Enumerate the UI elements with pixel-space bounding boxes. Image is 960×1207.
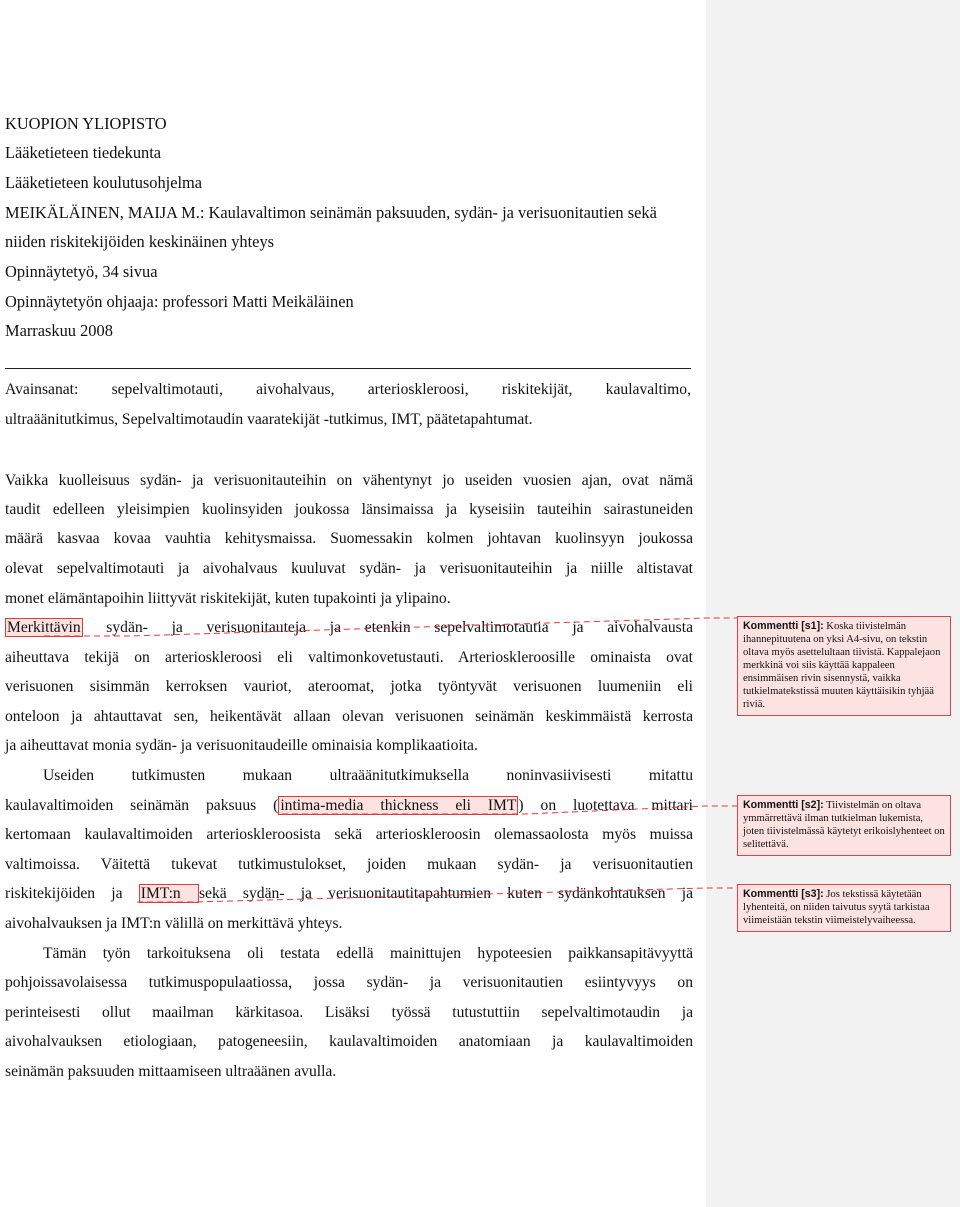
comment-anchor-s1[interactable]: Merkittävin	[7, 619, 81, 636]
p3-line: aivohalvauksen ja IMT:n välillä on merkittävä yhteys.	[5, 915, 343, 932]
p1-line: monet elämäntapoihin liittyvät riskitekijät, kuten tupakointi ja ylipaino.	[5, 590, 451, 607]
header-divider	[5, 368, 691, 369]
p3-line: riskitekijöiden ja IMT:n sekä sydän- ja verisuonitautitapahtumien kuten sydänkohtauksen ja	[5, 885, 693, 902]
page-count: Opinnäytetyö, 34 sivua	[5, 262, 158, 281]
comment-text: Jos tekstissä käytetään lyhenteitä, on niiden taivutus syytä tarkistaa viimeistään tekstin viimeistelyvaiheessa.	[743, 889, 930, 926]
p4-line: Tämän työn tarkoituksena oli testata edellä mainittujen hypoteesien paikkansapitävyyttä	[43, 945, 693, 962]
p3-line: kaulavaltimoiden seinämän paksuus ( intima-media thickness eli IMT ) on luotettava mittari	[5, 797, 694, 814]
keywords-line-1: Avainsanat: sepelvaltimotauti, aivohalvaus, arterioskleroosi, riskitekijät, kaulavaltimo,	[5, 381, 691, 398]
programme-name: Lääketieteen koulutusohjelma	[5, 173, 203, 192]
p2-line: Merkittävin sydän- ja verisuonitauteja ja etenkin sepelvaltimotautia ja aivohalvausta	[7, 619, 693, 636]
p2-line: onteloon ja ahtauttavat sen, heikentävät allaan olevan verisuonen seinämän keskimmäistä kerrosta	[5, 708, 693, 725]
p3-line: kertomaan kaulavaltimoiden arterioskleroosista sekä arterioskleroosin olemassaolosta myös muissa	[5, 826, 693, 843]
university-name: KUOPION YLIOPISTO	[5, 114, 167, 133]
p2-line: aiheuttava tekijä on arterioskleroosi eli valtimonkovetustauti. Arterioskleroosille ominaista ovat	[5, 649, 693, 666]
p2-line: ja aiheuttavat monia sydän- ja verisuonitaudeille ominaisia komplikaatioita.	[5, 737, 478, 754]
author-title-line-1: MEIKÄLÄINEN, MAIJA M.: Kaulavaltimon seinämän paksuuden, sydän- ja verisuonitautien sekä	[5, 203, 657, 222]
comment-label: Kommentti [s2]:	[743, 799, 824, 811]
comment-anchor-s2[interactable]: intima-media thickness eli IMT	[280, 797, 517, 814]
date: Marraskuu 2008	[5, 321, 113, 340]
comment-s2[interactable]	[737, 795, 951, 856]
faculty-name: Lääketieteen tiedekunta	[5, 143, 162, 162]
p4-line: seinämän paksuuden mittaamiseen ultraäänen avulla.	[5, 1063, 337, 1080]
author-title-line-2: niiden riskitekijöiden keskinäinen yhteys	[5, 232, 275, 251]
p1-line: Vaikka kuolleisuus sydän- ja verisuonitauteihin on vähentynyt jo useiden vuosien ajan, ovat nämä	[5, 472, 693, 489]
p4-line: perinteisesti ollut maailman kärkitasoa. Lisäksi työssä tutustuttiin sepelvaltimotaudin ja	[5, 1004, 693, 1021]
p3-line: Useiden tutkimusten mukaan ultraäänitutkimuksella noninvasiivisesti mitattu	[43, 767, 693, 784]
comment-text: Koska tiivistelmän ihannepituutena on yksi A4-sivu, on tekstin oltava myös asettelultaan tiivistä. Kappalejaon merkkinä voi siis käyttää kappaleen ensimmäisen rivin sisennystä, vaikka tutkielmatekstissä muuten käyttäisikin tyhjää riviä.	[743, 621, 941, 710]
comment-text: Tiivistelmän on oltava ymmärrettävä ilman tutkielman lukemista, joten tiivistelmässä käytetyt erikoislyhenteet on selitettävä.	[743, 800, 945, 850]
p4-line: aivohalvauksen etiologiaan, patogeneesiin, kaulavaltimoiden anatomiaan ja kaulavaltimoiden	[5, 1033, 693, 1050]
keywords-line-2: ultraäänitutkimus, Sepelvaltimotaudin vaaratekijät -tutkimus, IMT, päätetapahtumat.	[5, 411, 533, 428]
comment-s1[interactable]	[737, 616, 951, 716]
p4-line: pohjoissavolaisessa tutkimuspopulaatiossa, jossa sydän- ja verisuonitautien esiintyvyys on	[5, 974, 693, 991]
p1-line: olevat sepelvaltimotauti ja aivohalvaus kuuluvat sydän- ja verisuonitauteihin ja niille altistavat	[5, 560, 693, 577]
comment-label: Kommentti [s1]:	[743, 620, 824, 632]
comment-s3[interactable]	[737, 884, 951, 932]
p3-line: valtimoissa. Väitettä tukevat tutkimustulokset, joiden mukaan sydän- ja verisuonitautien	[5, 856, 693, 873]
p1-line: määrä kasvaa kovaa vauhtia kehitysmaissa. Suomessakin kolmen johtavan kuolinsyyn joukossa	[5, 530, 693, 547]
comment-anchor-s3[interactable]: IMT:n	[140, 885, 197, 902]
comment-margin	[706, 0, 960, 1207]
comment-label: Kommentti [s3]:	[743, 888, 824, 900]
p1-line: taudit edelleen yleisimpien kuolinsyiden joukossa länsimaissa ja kyseisiin tauteihin sairastuneiden	[5, 501, 693, 518]
supervisor: Opinnäytetyön ohjaaja: professori Matti Meikäläinen	[5, 292, 354, 311]
p2-line: verisuonen sisimmän kerroksen vauriot, ateroomat, jotka työntyvät verisuonen luumeniin eli	[5, 678, 693, 695]
